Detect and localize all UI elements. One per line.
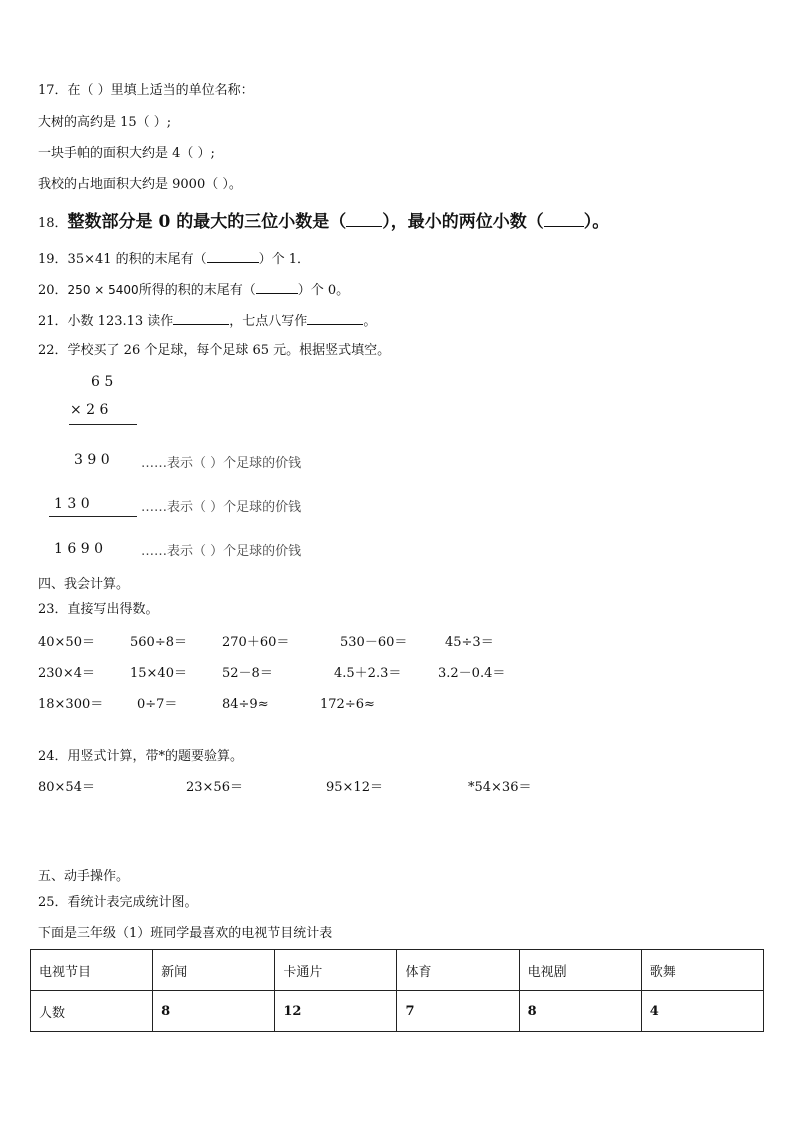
q22-partial-2: 1 3 0 <box>54 496 90 512</box>
q22-multiplicand: 6 5 <box>91 374 114 390</box>
q24-title: 24．用竖式计算，带*的题要验算。 <box>38 749 244 764</box>
section-4-heading: 四、我会计算。 <box>38 577 130 592</box>
q23-item: 0÷7＝ <box>137 697 178 712</box>
q23-item: 45÷3＝ <box>445 635 494 650</box>
table-header-cell: 电视节目 <box>31 950 153 991</box>
table-header-cell: 新闻 <box>153 950 275 991</box>
q23-item: 560÷8＝ <box>130 635 187 650</box>
q22-product: 1 6 9 0 <box>54 541 103 557</box>
q19-text-b: ）个 1． <box>258 252 311 267</box>
q20-text-c: ）个 0。 <box>297 283 350 298</box>
table-cell: 8 <box>153 991 275 1032</box>
q21-text-a: 21．小数 123.13 读作 <box>38 314 174 329</box>
q17-line1: 大树的高约是 15（ ）; <box>38 115 172 130</box>
q23-item: 15×40＝ <box>130 666 187 681</box>
q22-multiplier: × 2 6 <box>70 402 109 418</box>
q18-number: 18． <box>38 216 68 231</box>
tv-program-stats-table <box>30 949 764 1032</box>
table-cell: 8 <box>519 991 641 1032</box>
q18-text-a: 整数部分是 0 的最大的三位小数是（ <box>67 212 347 232</box>
q24-item: *54×36＝ <box>468 780 532 795</box>
q18-text-b: ），最小的两位小数（ <box>382 212 544 232</box>
table-cell: 4 <box>641 991 763 1032</box>
q22-title: 22．学校买了 26 个足球，每个足球 65 元。根据竖式填空。 <box>38 343 391 358</box>
q23-item: 52－8＝ <box>222 666 273 681</box>
q22-note-1: ……表示（ ）个足球的价钱 <box>141 456 302 471</box>
table-row <box>31 991 764 1032</box>
section-5-heading: 五、动手操作。 <box>38 869 130 884</box>
q25-title: 25．看统计表完成统计图。 <box>38 895 198 910</box>
q20-line <box>38 281 349 299</box>
q23-item: 530－60＝ <box>340 635 408 650</box>
q24-item: 95×12＝ <box>326 780 383 795</box>
q22-rule-1 <box>69 424 137 425</box>
q22-note-2: ……表示（ ）个足球的价钱 <box>141 500 302 515</box>
q23-item: 4.5＋2.3＝ <box>334 666 402 681</box>
q20-text-a: 20． <box>38 283 68 298</box>
q22-rule-2 <box>49 516 137 517</box>
q19-blank[interactable] <box>207 250 259 263</box>
q21-line <box>38 312 376 330</box>
table-header-cell: 卡通片 <box>275 950 397 991</box>
q25-table-caption: 下面是三年级（1）班同学最喜欢的电视节目统计表 <box>38 926 333 941</box>
table-header-cell: 体育 <box>397 950 519 991</box>
table-cell: 12 <box>275 991 397 1032</box>
q20-blank[interactable] <box>256 281 298 294</box>
q22-note-3: ……表示（ ）个足球的价钱 <box>141 544 302 559</box>
q19-line <box>38 250 310 268</box>
table-cell: 7 <box>397 991 519 1032</box>
q22-partial-1: 3 9 0 <box>74 452 110 468</box>
q23-item: 40×50＝ <box>38 635 95 650</box>
table-header-cell: 歌舞 <box>641 950 763 991</box>
q23-title: 23．直接写出得数。 <box>38 602 159 617</box>
q23-item: 230×4＝ <box>38 666 95 681</box>
q17-line2: 一块手帕的面积大约是 4（ ）; <box>38 146 215 161</box>
table-cell: 人数 <box>31 991 153 1032</box>
q18-line <box>38 211 609 233</box>
q21-blank-1[interactable] <box>173 312 229 325</box>
q17-title: 17．在（ ）里填上适当的单位名称： <box>38 83 254 98</box>
table-row <box>31 950 764 991</box>
q17-line3: 我校的占地面积大约是 9000（ ）。 <box>38 177 242 192</box>
q19-text-a: 19．35×41 的积的末尾有（ <box>38 252 207 267</box>
q23-item: 3.2－0.4＝ <box>438 666 506 681</box>
q24-item: 23×56＝ <box>186 780 243 795</box>
q24-item: 80×54＝ <box>38 780 95 795</box>
q21-text-b: ，七点八写作 <box>229 314 308 329</box>
q21-text-c: 。 <box>363 314 377 329</box>
q23-item: 172÷6≈ <box>320 697 375 712</box>
q20-text-b: 所得的积的末尾有（ <box>138 283 256 298</box>
q20-expression: 250 × 5400 <box>67 283 139 297</box>
q21-blank-2[interactable] <box>307 312 363 325</box>
q18-blank-1[interactable] <box>346 214 382 227</box>
table-header-cell: 电视剧 <box>519 950 641 991</box>
q23-item: 18×300＝ <box>38 697 104 712</box>
q18-text-c: ）。 <box>583 212 610 232</box>
q23-item: 84÷9≈ <box>222 697 269 712</box>
q23-item: 270＋60＝ <box>222 635 290 650</box>
q18-blank-2[interactable] <box>544 214 584 227</box>
